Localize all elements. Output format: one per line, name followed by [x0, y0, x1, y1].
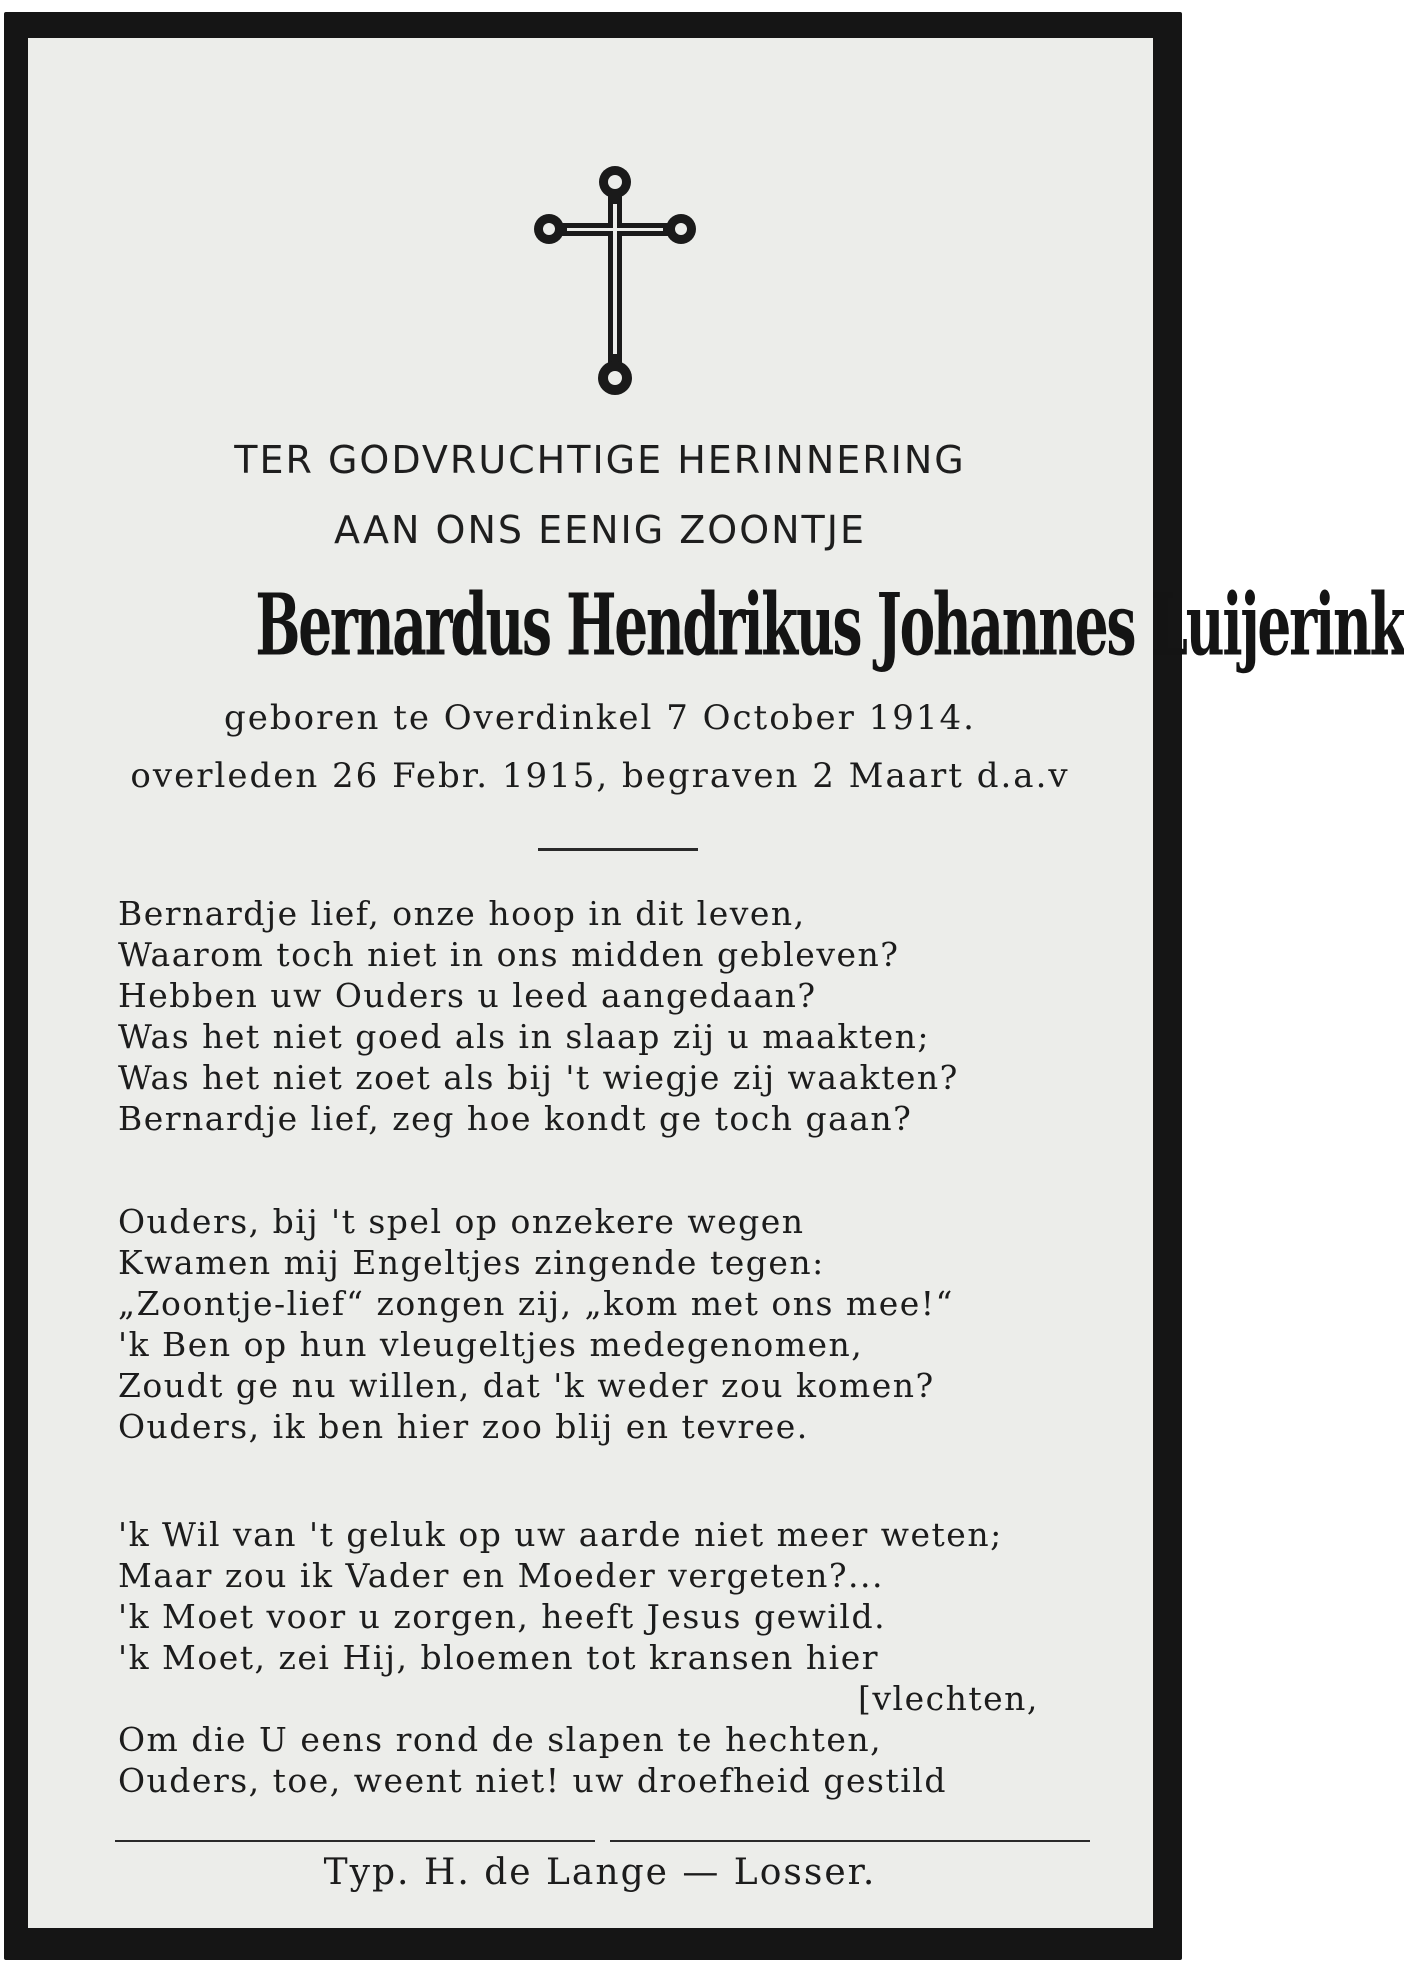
poem-line: Zoudt ge nu willen, dat 'k weder zou komen?	[118, 1366, 935, 1405]
poem-line: Bernardje lief, zeg hoe kondt ge toch gaan?	[118, 1099, 913, 1138]
deceased-name: Bernardus Hendrikus Johannes Luijerink	[255, 574, 1404, 675]
poem-line: 'k Ben op hun vleugeltjes medegenomen,	[118, 1325, 864, 1364]
poem-line: Ouders, ik ben hier zoo blij en tevree.	[118, 1407, 809, 1446]
poem-line: Ouders, toe, weent niet! uw droefheid gestild	[118, 1761, 947, 1800]
memorial-heading-line-1: TER GODVRUCHTIGE HERINNERING	[234, 438, 966, 482]
memorial-heading-line-2: AAN ONS EENIG ZOONTJE	[334, 508, 866, 552]
poem-line: 'k Moet voor u zorgen, heeft Jesus gewild.	[118, 1597, 887, 1636]
poem-line: Ouders, bij 't spel op onzekere wegen	[118, 1202, 805, 1241]
poem-line: Hebben uw Ouders u leed aangedaan?	[118, 976, 817, 1015]
poem-line: Waarom toch niet in ons midden gebleven?	[118, 935, 900, 974]
printer-credit: Typ. H. de Lange — Losser.	[323, 1852, 877, 1893]
poem-stanza-1	[118, 893, 1108, 1139]
poem-line: Was het niet goed als in slaap zij u maakten;	[118, 1017, 931, 1056]
poem-line-continuation: [vlechten,	[858, 1679, 1039, 1718]
poem-stanza-2	[118, 1201, 1108, 1447]
cross-icon	[535, 160, 695, 400]
poem-line: Was het niet zoet als bij 't wiegje zij waakten?	[118, 1058, 959, 1097]
poem-line: 'k Wil van 't geluk op uw aarde niet meer weten;	[118, 1515, 1003, 1554]
poem-line: Maar zou ik Vader en Moeder vergeten?...	[118, 1556, 885, 1595]
poem-line: Kwamen mij Engeltjes zingende tegen:	[118, 1243, 825, 1282]
poem-stanza-3	[118, 1514, 1108, 1801]
scan-top-edge	[0, 0, 1200, 12]
divider-rule	[538, 848, 698, 851]
birth-date-line: geboren te Overdinkel 7 October 1914.	[224, 698, 976, 738]
footer-rule-right	[610, 1840, 1090, 1842]
footer-rule-left	[115, 1840, 595, 1842]
poem-line: Bernardje lief, onze hoop in dit leven,	[118, 894, 806, 933]
death-burial-date-line: overleden 26 Febr. 1915, begraven 2 Maart d.a.v	[130, 756, 1070, 796]
poem-line: „Zoontje-lief“ zongen zij, „kom met ons mee!“	[118, 1284, 954, 1323]
poem-line: 'k Moet, zei Hij, bloemen tot kransen hier	[118, 1638, 880, 1677]
poem-line: Om die U eens rond de slapen te hechten,	[118, 1720, 883, 1759]
